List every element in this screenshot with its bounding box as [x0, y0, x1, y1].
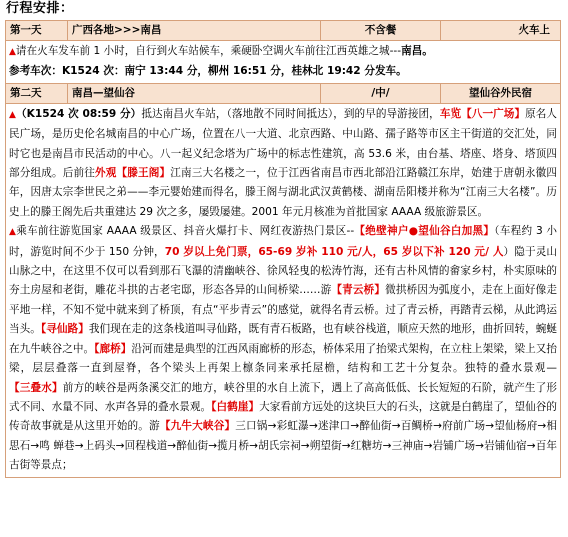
day2-lodging: 望仙谷外民宿	[469, 86, 532, 99]
triangle-icon: ▲	[9, 109, 16, 120]
day2-route: 南昌—望仙谷	[68, 84, 321, 103]
day1-route: 广西各地>>>南昌	[68, 21, 321, 40]
day2-header-row	[6, 84, 560, 104]
day1-lodging: 火车上	[518, 24, 550, 36]
day1-meals: 不含餐	[321, 21, 441, 40]
day2-paragraph-a: ▲（K1524 次 08:59 分）抵达南昌火车站，（落地散不同时间抵达），到的早的导游接团，车览【八一广场】原名人民广场，是历史伦名城南昌的中心广场，位置在八一大道、北京西路、中山路、孺子路等市区主干街道的交汇处，同时它也是南昌市民活动的中心。八一起义纪念塔为广场中的标志性建筑，高 53.6 米，由台基、塔座、塔身、塔顶四部分组成。后前往外观【滕王阁】江南三大名楼之一，位于江西省南昌市西北部沿江路赣江东岸，始建于唐朝永徽四年，因唐太宗李世民之弟——李元婴始建而得名，滕王阁与湖北武汉黄鹤楼、湖南岳阳楼并称为“江南三大名楼”。历史上的滕王阁先后共重建达 29 次之多，屡毁屡建。2001 年元月核准为首批国家 AAAA 级旅游景区。	[9, 107, 558, 218]
itinerary-table	[5, 20, 561, 478]
day2-content	[6, 104, 560, 477]
day2-paragraph-b: ▲乘车前往游览国家 AAAA 级景区、抖音火爆打卡、网红夜游热门景区--【绝壁神户●望仙谷白加黑】（车程约 3 小时，游览时间不少于 150 分钟，70 岁以上免门票，65-69 岁补 110 元/人，65 岁以下补 120 元/ 人）隐于灵山山脉之中，在这里不仅可以看到那石飞瀑的清幽峡谷、徐风轻曳的松涛竹海，还有古朴风情的畲家乡村，朴实原味的夯土房屋和老街，雕花斗拱的古老宅邸，形态各异的山间桥梁……游【青云桥】微拱桥因为弧度小，走在上面好像走平地一样，不知不觉中就来到了桥顶，有点“平步青云”的感觉，就得名青云桥。过了青云桥，再踏青云梯，从此鸿运当头。【寻仙路】我们现在走的这条栈道叫寻仙路，既有青石板路，也有峡谷栈道，顺应天然的地形，曲折回转，蜿蜒在九牛峡谷之中。【廊桥】沿河而建是典型的江西风雨廊桥的形态，桥体采用了抬梁式架构，在立柱上架梁，梁上又抬梁，层层叠落一直到屋脊，各个梁头上再架上檩条同来承托屋檐，结构和工艺十分复杂。独特的叠水景观—【三叠水】前方的峡谷是两条溪交汇的地方，峡谷里的水自上流下，遇上了高高低低、长长短短的石阶，就产生了形式不同、水量不同、水声各异的叠水景观。【白鹤崖】大家看前方远处的这块巨大的石头，这就是白鹤崖了，望仙谷的传奇故事就是从这里开始的。游【九牛大峡谷】三口锅→彩虹瀑→迷津口→醉仙街→百鲷桥→府前广场→望仙杨府→相思石→鸣 蝉巷→上码头→回程栈道→醉仙街→揽月桥→胡氏宗祠→朔望街→红糖坊→三神庙→岩铺广场→岩铺仙宿→百年古街等景点；	[9, 225, 558, 472]
day1-paragraph-2: 参考车次：K1524 次：南宁 13:44 分，柳州 16:51 分，桂林北 19:42 分发车。	[9, 65, 407, 78]
triangle-icon: ▲	[9, 227, 17, 238]
page-title: 行程安排：	[6, 1, 74, 16]
day2-day-label: 第二天	[6, 84, 68, 103]
triangle-icon: ▲	[9, 47, 16, 57]
day2-meals: /中/	[321, 84, 441, 103]
day1-header-row	[6, 21, 560, 41]
day1-content	[6, 41, 560, 84]
day1-day-label: 第一天	[6, 21, 68, 40]
day1-paragraph-1: ▲请在火车发车前 1 小时，自行到火车站候车，乘硬卧空调火车前往江西英雄之城---南昌。	[9, 45, 433, 57]
